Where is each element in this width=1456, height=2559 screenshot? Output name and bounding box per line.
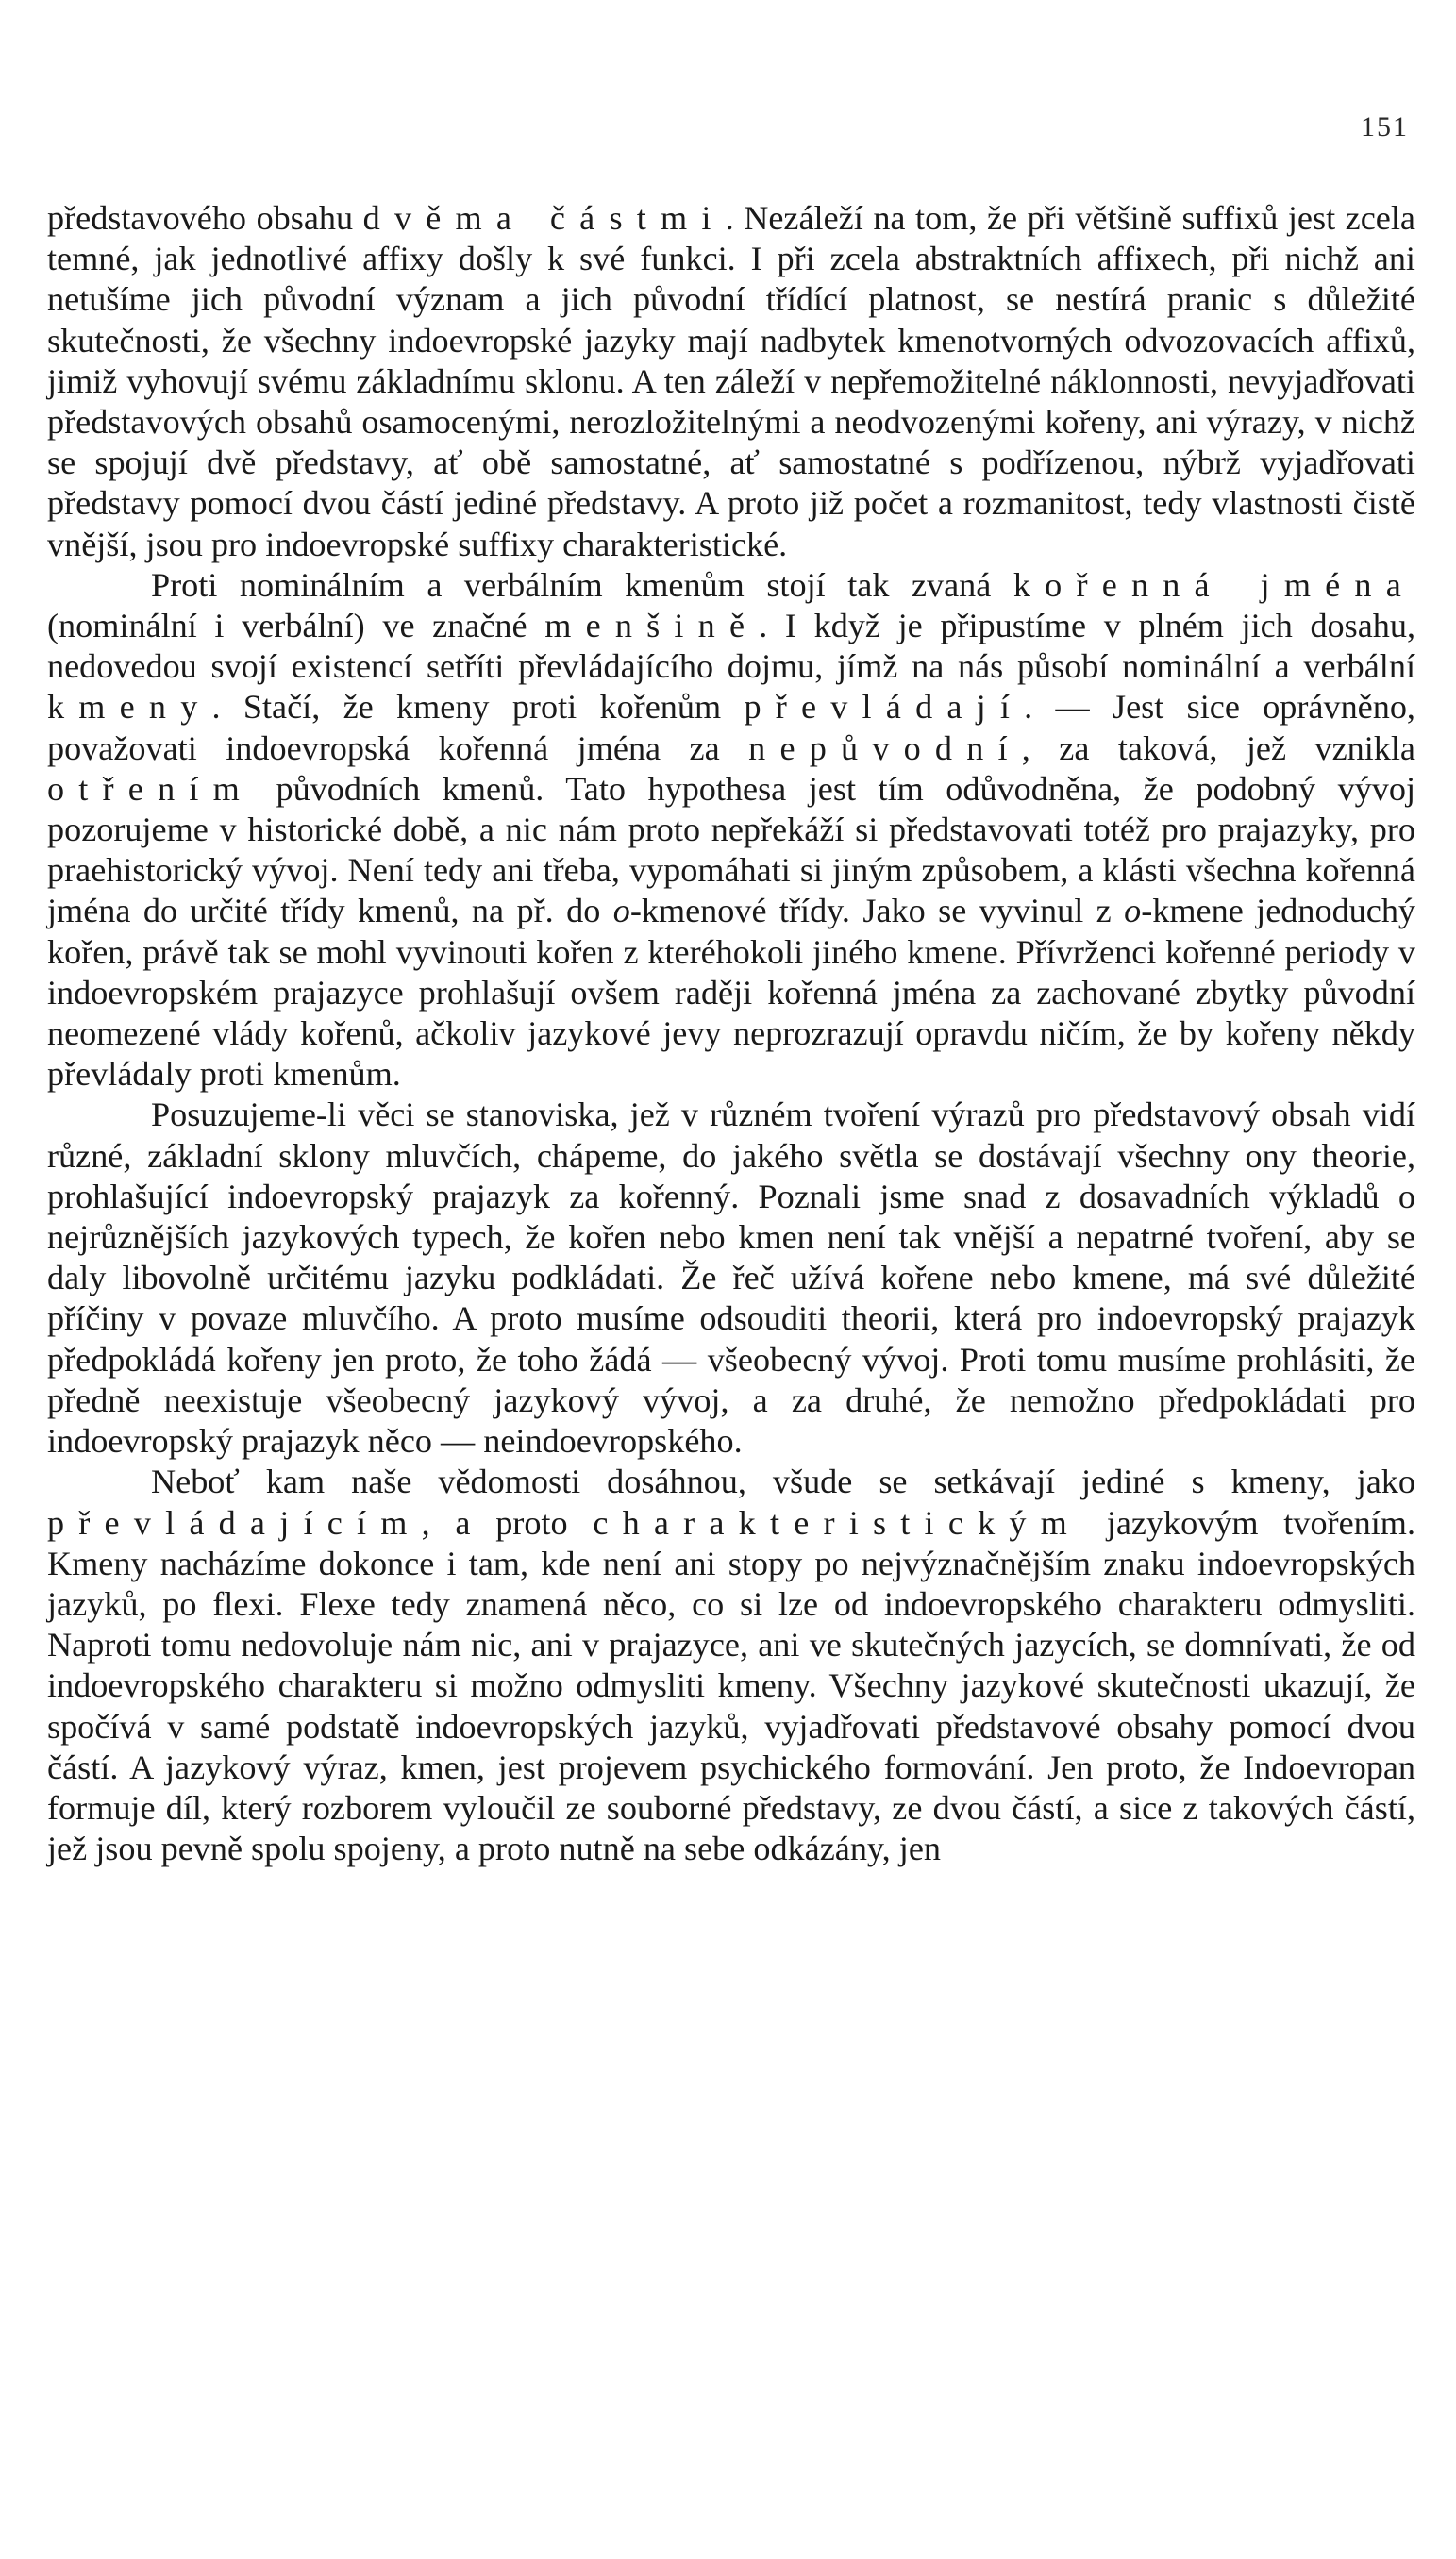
page-body (47, 198, 1415, 1869)
text-segment: . Stačí, že kmeny proti kořenům (211, 688, 745, 727)
paragraph (47, 1095, 1415, 1462)
italic-text: o (1124, 892, 1142, 930)
text-segment: . — Jest sice oprávněno, považovati indoevropská kořenná jména za (47, 688, 1415, 767)
spaced-emphasis: kmeny (47, 688, 212, 727)
text-segment: . I když je připustíme v plném jich dosahu, nedovedou svojí existencí setříti převládajícího dojmu, jímž na nás působí nominální a verbální (47, 607, 1416, 686)
spaced-emphasis: menšině (544, 607, 760, 645)
text-segment: Neboť kam naše vědomosti dosáhnou, všude se setkávají jediné s kmeny, jako (151, 1463, 1415, 1501)
text-segment: , a proto (421, 1503, 594, 1542)
text-segment: . Nezáleží na tom, že při většině suffixů jest zcela temné, jak jednotlivé affixy došly k své funkci. I při zcela abstraktních affixech, při nichž ani netušíme jich původní význam a jich původní třídící platnost, se nestírá pranic s důležité skutečnosti, že všechny indoevropské jazyky mají nadbytek kmenotvorných odvozovacích affixů, jimiž vyhovují svému základnímu sklonu. A ten záleží v nepřemožitelné náklonnosti, nevyjadřovati představových obsahů osamocenými, nerozložitelnými a neodvozenými kořeny, ani výrazy, v nichž se spojují dvě představy, ať obě samostatné, ať samostatné s podřízenou, nýbrž vyjadřovati představy pomocí dvou částí jediné představy. A proto již počet a rozmanitost, tedy vlastnosti čistě vnější, jsou pro indoevropské suffixy charakteristické. (47, 199, 1415, 563)
spaced-emphasis: dvěma částmi (362, 199, 726, 237)
spaced-emphasis: kořenná jména (1013, 565, 1415, 604)
page-number: 151 (1361, 111, 1409, 142)
text-segment: -kmene jednoduchý kořen, právě tak se mohl vyvinouti kořen z kteréhokoli jiného kmene. Přívrženci kořenné periody v indoevropském prajazyce prohlašují ovšem raději kořenná jména za zachované zbytky původní neomezené vlády kořenů, ačkoliv jazykové jevy neprozrazují opravdu ničím, že by kořeny někdy převládaly proti kmenům. (47, 892, 1416, 1094)
text-segment: původních kmenů. Tato hypothesa jest tím odůvodněna, že podobný vývoj pozorujeme v historické době, a nic nám proto nepřekáží si představovati totéž pro prajazyky, pro praehistorický vývoj. Není tedy ani třeba, vypomáhati si jiným způsobem, a klásti všechna kořenná jména do určité třídy kmenů, na př. do (47, 769, 1415, 930)
text-segment: , za taková, jež vznikla (1021, 728, 1415, 767)
text-segment: -kmenové třídy. Jako se vyvinul z (629, 892, 1125, 930)
text-segment: Proti nominálním a verbálním kmenům stojí tak zvaná (151, 565, 1013, 604)
paragraph (47, 198, 1415, 565)
paragraph (47, 565, 1415, 1096)
paragraph (47, 1462, 1415, 1869)
text-segment: představového obsahu (47, 199, 363, 237)
spaced-emphasis: převládají (744, 688, 1025, 727)
spaced-emphasis: nepůvodní (748, 728, 1022, 767)
text-segment: jazykovým tvořením. Kmeny nacházíme dokonce i tam, kde není ani stopy po nejvýznačnějším znaku indoevropských jazyků, po flexi. Flexe tedy znamená něco, co si lze od indoevropského charakteru odmysliti. Naproti tomu nedovoluje nám nic, ani v prajazyce, ani ve skutečných jazycích, se domnívati, že od indoevropského charakteru si možno odmysliti kmeny. Všechny jazykové skutečnosti ukazují, že spočívá v samé podstatě indoevropských jazyků, vyjadřovati představové obsahy pomocí dvou částí. A jazykový výraz, kmen, jest projevem psychického formování. Jen proto, že Indoevropan formuje díl, který rozborem vyloučil ze souborné představy, ze dvou částí, a sice z takových částí, jež jsou pevně spolu spojeny, a proto nutně na sebe odkázány, jen (47, 1503, 1415, 1868)
text-segment: (nominální i verbální) ve značné (47, 607, 545, 645)
spaced-emphasis: otřením (47, 769, 254, 808)
text-segment: Posuzujeme-li věci se stanoviska, jež v různém tvoření výrazů pro představový obsah vidí různé, základní sklony mluvčích, chápeme, do jakého světla se dostávají všechny ony theorie, prohlašující indoevropský prajazyk za kořenný. Poznali jsme snad z dosavadních výkladů o nejrůznějších jazykových typech, že kořen nebo kmen není tak vnější a nepatrné tvoření, aby se daly libovolně určitému jazyku podkládati. Že řeč užívá kořene nebo kmene, má své důležité příčiny v povaze mluvčího. A proto musíme odsouditi theorii, která pro indoevropský prajazyk předpokládá kořeny jen proto, že toho žádá — všeobecný vývoj. Proti tomu musíme prohlásiti, že předně neexistuje všeobecný jazykový vývoj, a za druhé, že nemožno předpokládati pro indoevropský prajazyk něco — neindoevropského. (47, 1096, 1415, 1461)
italic-text: o (612, 892, 630, 930)
spaced-emphasis: charakteristickým (593, 1503, 1082, 1542)
spaced-emphasis: převládajícím (47, 1503, 422, 1542)
